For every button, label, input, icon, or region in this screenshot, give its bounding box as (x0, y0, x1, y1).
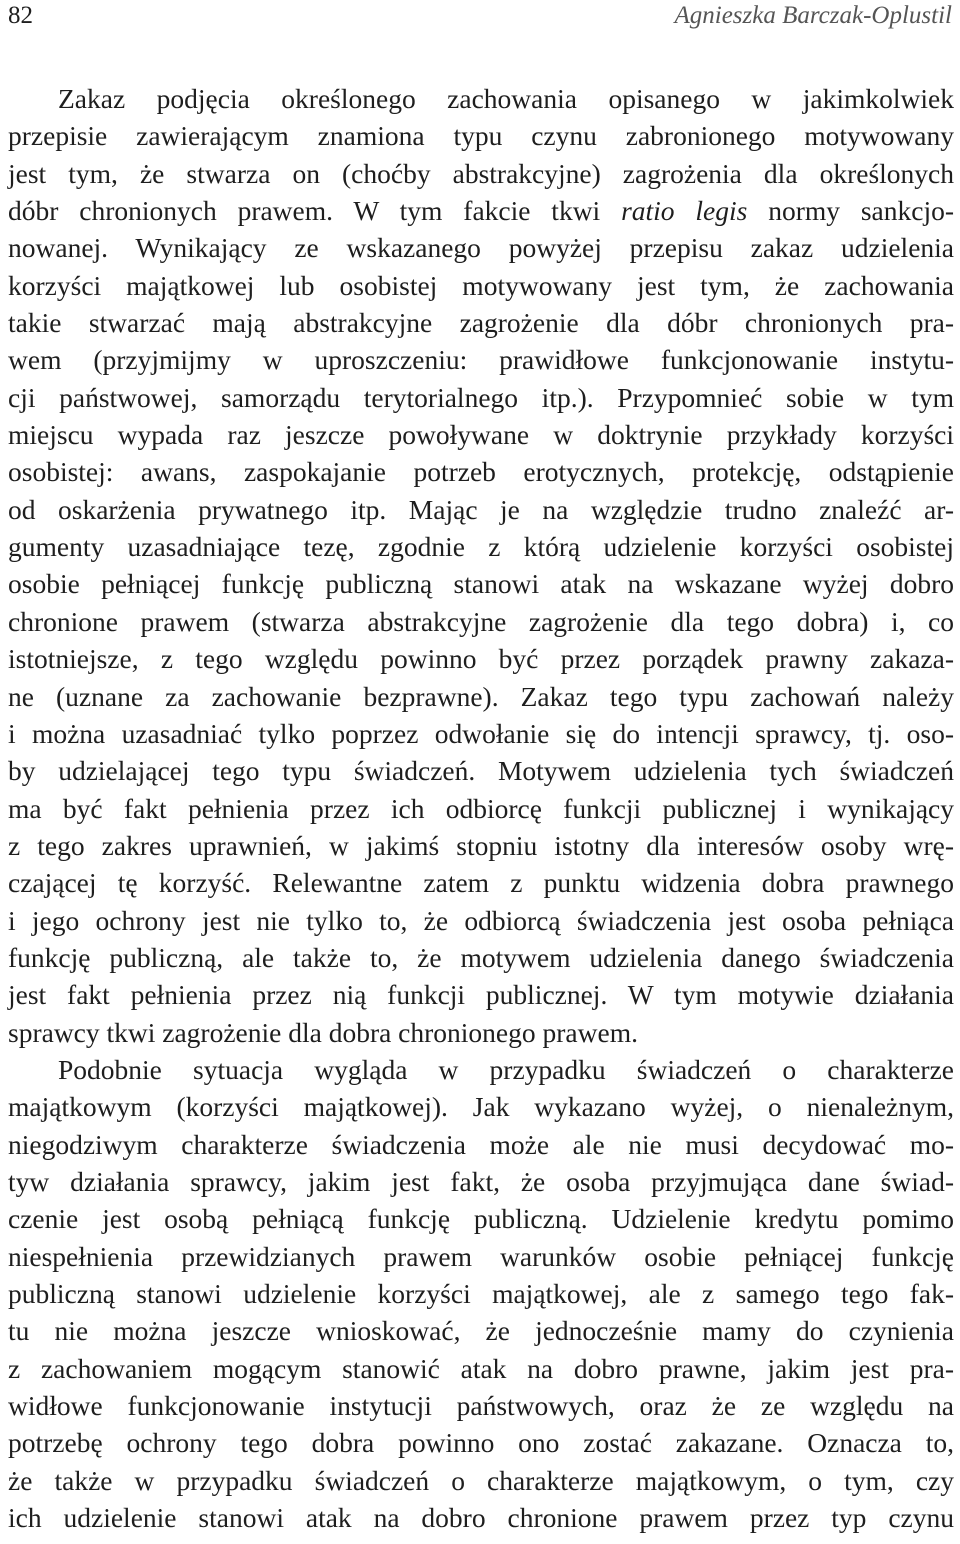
text-line: chronione prawem (stwarza abstrakcyjne zagrożenie dla tego dobra) i, co (8, 605, 954, 637)
text-line: ich udzielenie stanowi atak na dobro chronione prawem przez typ czynu (8, 1502, 954, 1534)
text-line: Zakaz podjęcia określonego zachowania opisanego w jakimkolwiek (58, 83, 954, 114)
text-line: miejscu wypada raz jeszcze powoływane w doktrynie przykłady korzyści (8, 419, 954, 451)
text-line: czającej tę korzyść. Relewantne zatem z punktu widzenia dobra prawnego (8, 867, 954, 899)
text-line: istotniejsze, z tego względu powinno być przez porządek prawny zakaza- (8, 643, 954, 675)
text-line: widłowe funkcjonowanie instytucji państwowych, oraz że ze względu na (8, 1390, 954, 1422)
text-line: z zachowaniem mogącym stanowić atak na dobro prawne, jakim jest pra- (8, 1352, 954, 1384)
text-line: czenie jest osobą pełniącą funkcję publiczną. Udzielenie kredytu pomimo (8, 1203, 954, 1235)
text-run: normy sankcjo- (747, 195, 955, 227)
text-line: cji państwowej, samorządu terytorialnego itp.). Przypomnieć sobie w tym (8, 381, 954, 413)
text-line: sprawcy tkwi zagrożenie dla dobra chronionego prawem. (8, 1016, 638, 1048)
text-line: by udzielającej tego typu świadczeń. Motywem udzielenia tych świadczeń (8, 755, 954, 787)
italic-term: ratio legis (621, 195, 748, 227)
text-line: potrzebę ochrony tego dobra powinno ono zostać zakazane. Oznacza to, (8, 1427, 954, 1459)
text-line: i można uzasadniać tylko poprzez odwołanie się do intencji sprawcy, tj. oso- (8, 717, 954, 749)
text-run: dóbr chronionych prawem. W tym fakcie tkwi (8, 195, 622, 227)
text-line: osobistej: awans, zaspokajanie potrzeb erotycznych, protekcję, odstąpienie (8, 456, 954, 488)
text-line: od oskarżenia prywatnego itp. Mając je na względzie trudno znaleźć ar- (8, 493, 954, 525)
text-line: nowanej. Wynikający ze wskazanego powyżej przepisu zakaz udzielenia (8, 232, 954, 264)
text-line: jest tym, że stwarza on (choćby abstrakcyjne) zagrożenia dla określonych (8, 157, 954, 189)
text-line: ne (uznane za zachowanie bezprawne). Zakaz tego typu zachowań należy (8, 680, 954, 712)
text-line: korzyści majątkowej lub osobistej motywowany jest tym, że zachowania (8, 269, 954, 301)
text-line: niespełnienia przewidzianych prawem warunków osobie pełniącej funkcję (8, 1240, 954, 1272)
text-line: takie stwarzać mają abstrakcyjne zagrożenie dla dóbr chronionych pra- (8, 307, 954, 339)
running-head-author: Agnieszka Barczak-Oplustil (674, 2, 952, 29)
text-line: majątkowym (korzyści majątkowej). Jak wykazano wyżej, o nienależnym, (8, 1091, 954, 1123)
text-line: przepisie zawierającym znamiona typu czynu zabronionego motywowany (8, 120, 954, 152)
text-line (8, 192, 954, 229)
text-line: Podobnie sytuacja wygląda w przypadku świadczeń o charakterze (58, 1053, 954, 1085)
text-line: ma być fakt pełnienia przez ich odbiorcę funkcji publicznej i wynikający (8, 792, 954, 824)
text-line: jest fakt pełnienia przez nią funkcji publicznej. W tym motywie działania (8, 979, 954, 1011)
text-line: funkcję publiczną, ale także to, że motywem udzielenia danego świadczenia (8, 941, 954, 973)
text-line: tu nie można jeszcze wnioskować, że jednocześnie mamy do czynienia (8, 1315, 954, 1347)
text-line: niegodziwym charakterze świadczenia może ale nie musi decydować mo- (8, 1128, 954, 1160)
text-line: osobie pełniącej funkcję publiczną stanowi atak na wskazane wyżej dobro (8, 568, 954, 600)
text-line: tyw działania sprawcy, jakim jest fakt, że osoba przyjmująca dane świad- (8, 1165, 954, 1197)
text-line: gumenty uzasadniające tezę, zgodnie z którą udzielenie korzyści osobistej (8, 531, 954, 563)
text-line: i jego ochrony jest nie tylko to, że odbiorcą świadczenia jest osoba pełniąca (8, 904, 954, 936)
text-line: z tego zakres uprawnień, w jakimś stopniu istotny dla interesów osoby wrę- (8, 829, 954, 861)
text-line: wem (przyjmijmy w uproszczeniu: prawidłowe funkcjonowanie instytu- (8, 344, 954, 376)
page-number: 82 (8, 2, 33, 29)
running-header (0, 0, 960, 40)
text-line: publiczną stanowi udzielenie korzyści majątkowej, ale z samego tego fak- (8, 1278, 954, 1309)
body-text (8, 80, 954, 1536)
text-line: że także w przypadku świadczeń o charakterze majątkowym, o tym, czy (8, 1464, 954, 1496)
